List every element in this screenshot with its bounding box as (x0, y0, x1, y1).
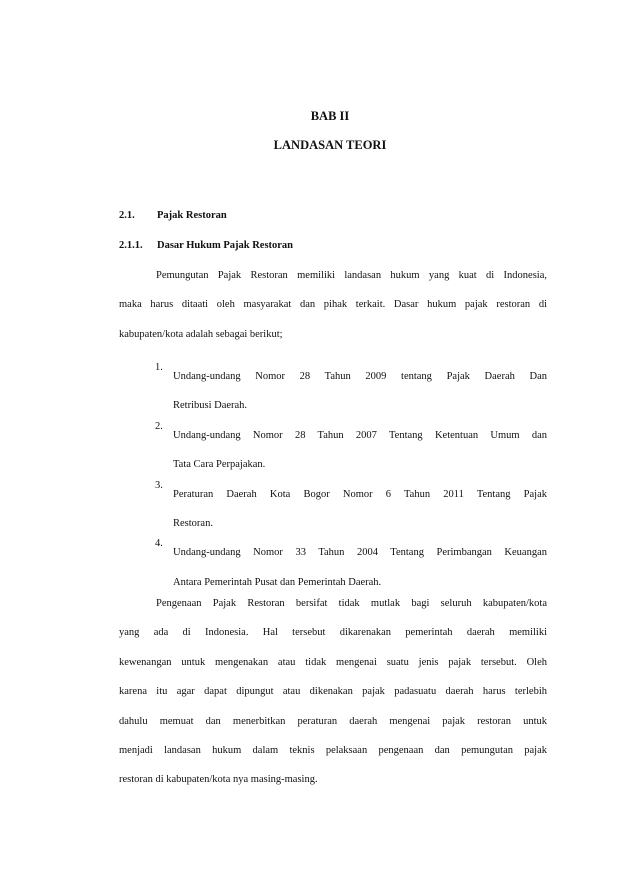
paragraph-intro (119, 261, 547, 349)
legal-basis-list (155, 362, 547, 597)
section-number: 2.1. (119, 210, 135, 221)
list-item-line: Peraturan Daerah Kota Bogor Nomor 6 Tahun 2011 Tentang Pajak (173, 488, 547, 500)
chapter-label: BAB II (310, 109, 350, 123)
subsection-title: Dasar Hukum Pajak Restoran (157, 240, 294, 251)
list-item-line: Restoran. (173, 517, 213, 529)
list-item (155, 362, 547, 421)
list-item-line: Undang-undang Nomor 33 Tahun 2004 Tentang Perimbangan Keuangan (173, 547, 547, 559)
paragraph-line: maka harus ditaati oleh masyarakat dan pihak terkait. Dasar hukum pajak restoran di (119, 299, 547, 311)
list-item-line: Tata Cara Perpajakan. (173, 459, 266, 471)
paragraph-line: yang ada di Indonesia. Hal tersebut dikarenakan pemerintah daerah memiliki (119, 627, 547, 639)
paragraph-body (119, 589, 547, 795)
paragraph-line: dahulu memuat dan menerbitkan peraturan daerah mengenai pajak restoran untuk (119, 715, 547, 727)
paragraph-line: menjadi landasan hukum dalam teknis pelaksaan pengenaan dan pemungutan pajak (119, 744, 547, 756)
paragraph-line: karena itu agar dapat dipungut atau dikenakan pajak padasuatu daerah harus terlebih (119, 686, 547, 698)
chapter-title: LANDASAN TEORI (273, 138, 387, 152)
list-item-number: 2. (155, 420, 163, 432)
list-item-number: 3. (155, 479, 163, 491)
paragraph-line: Pemungutan Pajak Restoran memiliki landasan hukum yang kuat di Indonesia, (156, 270, 547, 281)
list-item (155, 480, 547, 539)
section-title: Pajak Restoran (157, 210, 227, 221)
paragraph-line: kabupaten/kota adalah sebagai berikut; (119, 328, 283, 340)
list-item-line: Retribusi Daerah. (173, 400, 248, 412)
paragraph-line: Pengenaan Pajak Restoran bersifat tidak mutlak bagi seluruh kabupaten/kota (156, 598, 547, 609)
list-item (155, 421, 547, 480)
list-item-number: 1. (155, 362, 163, 373)
list-item-number: 4. (155, 538, 163, 550)
list-item-line: Undang-undang Nomor 28 Tahun 2009 tentang Pajak Daerah Dan (173, 371, 547, 382)
list-item-line: Undang-undang Nomor 28 Tahun 2007 Tentang Ketentuan Umum dan (173, 429, 547, 441)
subsection-number: 2.1.1. (119, 240, 143, 251)
paragraph-line: restoran di kabupaten/kota nya masing-masing. (119, 774, 318, 786)
paragraph-line: kewenangan untuk mengenakan atau tidak mengenai suatu jenis pajak tersebut. Oleh (119, 656, 547, 668)
list-item-line: Antara Pemerintah Pusat dan Pemerintah Daerah. (173, 576, 382, 588)
